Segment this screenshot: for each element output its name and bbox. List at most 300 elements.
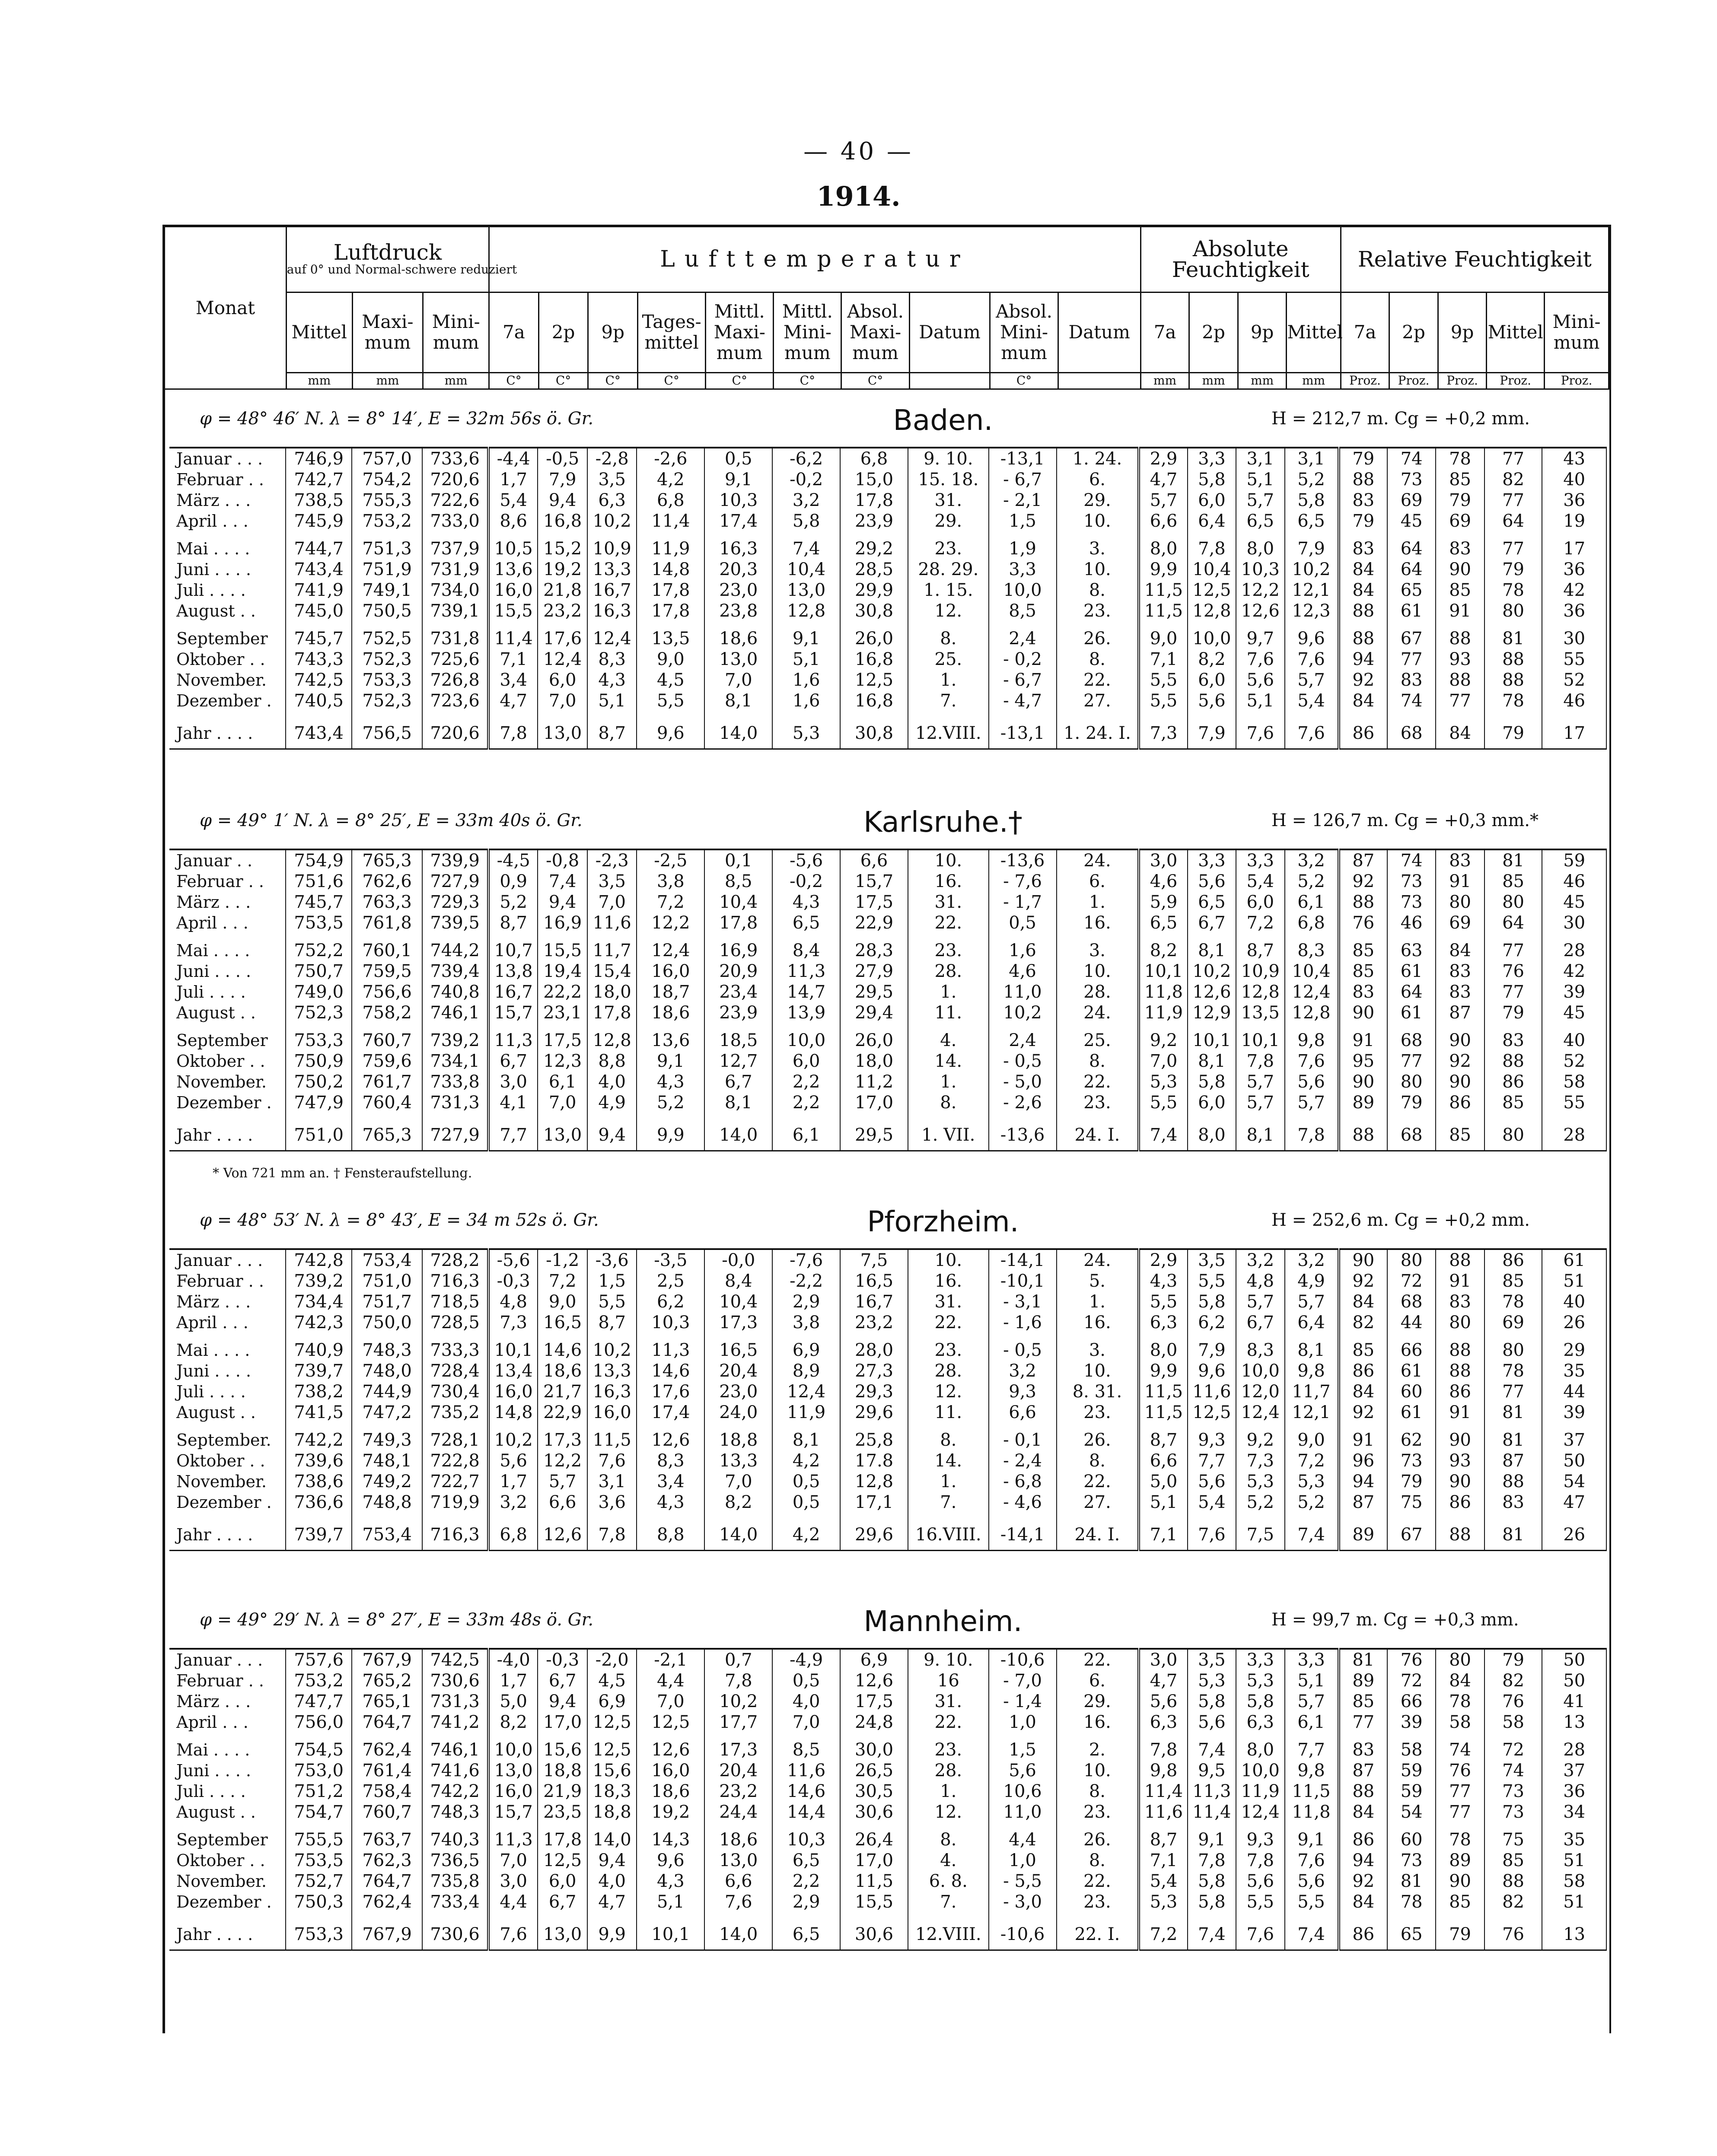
unit-proz: Proz. bbox=[1438, 372, 1487, 389]
data-cell: 18,8 bbox=[704, 1430, 772, 1450]
data-cell: 5,1 bbox=[587, 690, 637, 711]
data-cell: 5,5 bbox=[587, 1291, 637, 1312]
month-row bbox=[169, 649, 1606, 670]
month-label: August . . bbox=[169, 601, 286, 621]
data-cell: 746,9 bbox=[286, 448, 352, 469]
gap-cell bbox=[1339, 621, 1387, 628]
data-cell: 12,1 bbox=[1285, 1402, 1339, 1423]
month-row bbox=[169, 1739, 1606, 1760]
gap-cell bbox=[1188, 1023, 1236, 1030]
gap-cell bbox=[772, 1822, 840, 1829]
data-cell: 8,1 bbox=[1188, 940, 1236, 961]
data-cell: 13,5 bbox=[637, 628, 704, 649]
data-cell: 752,2 bbox=[286, 940, 352, 961]
data-cell: 3,2 bbox=[488, 1492, 538, 1513]
unit-c: C° bbox=[841, 372, 909, 389]
data-cell: 21,8 bbox=[538, 580, 587, 601]
data-cell: -4,5 bbox=[488, 849, 538, 871]
gap-cell bbox=[1285, 1423, 1339, 1430]
gap-cell bbox=[587, 933, 637, 940]
data-cell: 4,8 bbox=[1236, 1271, 1284, 1291]
data-cell: 7,4 bbox=[1188, 1919, 1236, 1950]
data-cell: 750,7 bbox=[286, 961, 352, 982]
data-cell: 87 bbox=[1484, 1450, 1542, 1471]
col-rel-mittel: Mittel bbox=[1487, 292, 1545, 372]
data-cell: 77 bbox=[1387, 1051, 1436, 1072]
data-cell: 7,0 bbox=[538, 690, 587, 711]
data-cell: 6,0 bbox=[1188, 1092, 1236, 1113]
row-gap bbox=[169, 1333, 1606, 1340]
gap-cell bbox=[1236, 621, 1284, 628]
data-cell: 5,2 bbox=[637, 1092, 704, 1113]
data-cell: 750,0 bbox=[352, 1312, 422, 1333]
data-cell: 7,2 bbox=[1236, 913, 1284, 933]
gap-cell bbox=[1285, 711, 1339, 718]
data-cell: 9. 10. bbox=[908, 448, 989, 469]
data-cell: 78 bbox=[1387, 1892, 1436, 1912]
data-cell: 736,6 bbox=[286, 1492, 352, 1513]
gap-cell bbox=[1236, 933, 1284, 940]
data-cell: 5,1 bbox=[1236, 690, 1284, 711]
data-cell: 39 bbox=[1542, 1402, 1606, 1423]
data-cell: 6,1 bbox=[1285, 892, 1339, 913]
luftdruck-title: Luftdruck bbox=[333, 240, 442, 265]
gap-cell bbox=[1236, 1912, 1284, 1919]
data-cell: 14. bbox=[908, 1450, 989, 1471]
data-cell: 63 bbox=[1387, 940, 1436, 961]
data-cell: 12,6 bbox=[538, 1520, 587, 1551]
data-cell: 78 bbox=[1484, 1361, 1542, 1381]
gap-cell bbox=[1139, 1023, 1187, 1030]
gap-cell bbox=[1542, 1912, 1606, 1919]
data-cell: 91 bbox=[1339, 1430, 1387, 1450]
gap-cell bbox=[422, 1023, 488, 1030]
gap-cell bbox=[840, 1733, 908, 1739]
data-cell: 728,5 bbox=[422, 1312, 488, 1333]
month-label: Dezember . bbox=[169, 1092, 286, 1113]
data-cell: 30 bbox=[1542, 628, 1606, 649]
gap-cell bbox=[772, 531, 840, 538]
data-cell: 74 bbox=[1387, 448, 1436, 469]
data-cell: 28. bbox=[908, 1760, 989, 1781]
data-cell: 9,6 bbox=[1285, 628, 1339, 649]
data-cell: 90 bbox=[1436, 1471, 1484, 1492]
data-cell: 80 bbox=[1387, 1249, 1436, 1271]
data-cell: 9,8 bbox=[1285, 1030, 1339, 1051]
data-cell: 5,6 bbox=[1285, 1072, 1339, 1092]
data-cell: 16,8 bbox=[538, 511, 587, 531]
data-cell: 22. I. bbox=[1057, 1919, 1139, 1950]
gap-cell bbox=[1188, 1513, 1236, 1520]
data-cell: 739,9 bbox=[422, 849, 488, 871]
gap-cell bbox=[1285, 1023, 1339, 1030]
data-cell: 7,6 bbox=[1285, 1051, 1339, 1072]
data-cell: 4,6 bbox=[1139, 871, 1187, 892]
gap-cell bbox=[704, 1733, 772, 1739]
data-cell: 69 bbox=[1387, 490, 1436, 511]
data-cell: 16.VIII. bbox=[908, 1520, 989, 1551]
month-label: November. bbox=[169, 1471, 286, 1492]
month-row bbox=[169, 670, 1606, 690]
data-cell: 18,0 bbox=[587, 982, 637, 1002]
gap-cell bbox=[1236, 711, 1284, 718]
data-cell: 9,5 bbox=[1188, 1760, 1236, 1781]
data-cell: 8,1 bbox=[1188, 1051, 1236, 1072]
data-cell: 744,7 bbox=[286, 538, 352, 559]
data-cell: -3,6 bbox=[587, 1249, 637, 1271]
data-cell: 8,2 bbox=[488, 1712, 538, 1733]
gap-cell bbox=[352, 1023, 422, 1030]
data-cell: 15,4 bbox=[587, 961, 637, 982]
data-cell: 5,8 bbox=[1285, 490, 1339, 511]
data-cell: - 6,7 bbox=[989, 670, 1057, 690]
row-gap bbox=[169, 531, 1606, 538]
data-cell: 27. bbox=[1057, 1492, 1139, 1513]
gap-cell bbox=[772, 1733, 840, 1739]
data-cell: 733,6 bbox=[422, 448, 488, 469]
data-cell: 8,5 bbox=[989, 601, 1057, 621]
data-cell: 5,6 bbox=[1139, 1691, 1187, 1712]
unit-c: C° bbox=[774, 372, 841, 389]
data-cell: 8,4 bbox=[772, 940, 840, 961]
data-cell: 5,6 bbox=[1236, 670, 1284, 690]
data-cell: -0,2 bbox=[772, 469, 840, 490]
data-cell: 7,6 bbox=[1285, 649, 1339, 670]
month-row bbox=[169, 1402, 1606, 1423]
data-cell: 0,1 bbox=[704, 849, 772, 871]
data-cell: 2,2 bbox=[772, 1092, 840, 1113]
data-cell: 29. bbox=[908, 511, 989, 531]
data-cell: 23,0 bbox=[704, 580, 772, 601]
data-cell: 11,5 bbox=[1139, 1402, 1187, 1423]
data-cell: - 1,6 bbox=[989, 1312, 1057, 1333]
data-cell: 6,1 bbox=[1285, 1712, 1339, 1733]
data-cell: -13,6 bbox=[989, 1120, 1057, 1151]
data-cell: 4,8 bbox=[488, 1291, 538, 1312]
data-cell: 7,9 bbox=[1188, 1340, 1236, 1361]
data-cell: 28,5 bbox=[840, 559, 908, 580]
data-cell: 727,9 bbox=[422, 1120, 488, 1151]
data-cell: 5,2 bbox=[488, 892, 538, 913]
station-height: H = 99,7 m. Cg = +0,3 mm. bbox=[1271, 1610, 1519, 1630]
data-cell: 5,7 bbox=[1285, 1691, 1339, 1712]
data-cell: 6. 8. bbox=[908, 1871, 989, 1892]
data-cell: 2,4 bbox=[989, 1030, 1057, 1051]
gap-cell bbox=[1236, 1822, 1284, 1829]
month-label: August . . bbox=[169, 1002, 286, 1023]
data-cell: 752,3 bbox=[352, 649, 422, 670]
data-cell: 6,7 bbox=[538, 1670, 587, 1691]
data-cell: 92 bbox=[1339, 1271, 1387, 1291]
month-label: Jahr . . . . bbox=[169, 1120, 286, 1151]
gap-cell bbox=[772, 1423, 840, 1430]
data-cell: 30,8 bbox=[840, 601, 908, 621]
data-cell: 24. I. bbox=[1057, 1520, 1139, 1551]
month-label: April . . . bbox=[169, 1712, 286, 1733]
data-cell: 716,3 bbox=[422, 1520, 488, 1551]
data-cell: 8. bbox=[1057, 1450, 1139, 1471]
month-label: April . . . bbox=[169, 1312, 286, 1333]
data-cell: 8,5 bbox=[704, 871, 772, 892]
data-cell: 81 bbox=[1484, 628, 1542, 649]
data-cell: 23,0 bbox=[704, 1381, 772, 1402]
data-cell: 7. bbox=[908, 690, 989, 711]
data-cell: 7,8 bbox=[1236, 1850, 1284, 1871]
data-cell: 83 bbox=[1484, 1492, 1542, 1513]
gap-cell bbox=[1188, 1912, 1236, 1919]
gap-cell bbox=[704, 531, 772, 538]
gap-cell bbox=[1387, 1113, 1436, 1120]
station-coordinates: φ = 49° 29′ N. λ = 8° 27′, E = 33m 48s ö. Gr. bbox=[200, 1610, 594, 1630]
data-cell: 67 bbox=[1387, 628, 1436, 649]
unit-proz: Proz. bbox=[1389, 372, 1438, 389]
data-cell: 739,7 bbox=[286, 1361, 352, 1381]
gap-cell bbox=[538, 621, 587, 628]
data-cell: 83 bbox=[1339, 982, 1387, 1002]
data-cell: 95 bbox=[1339, 1051, 1387, 1072]
data-cell: 13 bbox=[1542, 1712, 1606, 1733]
data-cell: 753,2 bbox=[352, 511, 422, 531]
data-cell: -10,6 bbox=[989, 1649, 1057, 1670]
data-cell: 11,6 bbox=[587, 913, 637, 933]
data-cell: 88 bbox=[1339, 469, 1387, 490]
data-cell: 6,0 bbox=[1188, 490, 1236, 511]
data-cell: 17,5 bbox=[840, 1691, 908, 1712]
data-cell: 22. bbox=[1057, 1649, 1139, 1670]
data-cell: 10,2 bbox=[704, 1691, 772, 1712]
month-row bbox=[169, 1691, 1606, 1712]
unit-mm: mm bbox=[423, 372, 489, 389]
gap-cell bbox=[587, 1423, 637, 1430]
data-cell: 5,1 bbox=[772, 649, 840, 670]
data-cell: 34 bbox=[1542, 1802, 1606, 1822]
data-cell: 723,6 bbox=[422, 690, 488, 711]
data-cell: 11,6 bbox=[1139, 1802, 1187, 1822]
data-cell: 11,6 bbox=[1188, 1381, 1236, 1402]
month-label: September bbox=[169, 628, 286, 649]
gap-cell bbox=[1387, 621, 1436, 628]
gap-cell bbox=[1139, 1733, 1187, 1739]
data-cell: 7,6 bbox=[704, 1892, 772, 1912]
data-cell: 5,6 bbox=[1188, 871, 1236, 892]
data-cell: 24. I. bbox=[1057, 1120, 1139, 1151]
gap-cell bbox=[908, 1333, 989, 1340]
data-cell: 23. bbox=[1057, 601, 1139, 621]
gap-cell bbox=[772, 1513, 840, 1520]
month-label: August . . bbox=[169, 1802, 286, 1822]
data-cell: 7,8 bbox=[1236, 1051, 1284, 1072]
gap-cell bbox=[422, 711, 488, 718]
station-coordinates: φ = 48° 46′ N. λ = 8° 14′, E = 32m 56s ö. Gr. bbox=[200, 409, 594, 429]
data-cell: 752,5 bbox=[352, 628, 422, 649]
data-cell: 50 bbox=[1542, 1450, 1606, 1471]
gap-cell bbox=[704, 1423, 772, 1430]
month-label: Mai . . . . bbox=[169, 1739, 286, 1760]
data-cell: 6,0 bbox=[538, 670, 587, 690]
month-row bbox=[169, 1829, 1606, 1850]
data-cell: 74 bbox=[1484, 1760, 1542, 1781]
data-cell: 78 bbox=[1436, 448, 1484, 469]
data-cell: 73 bbox=[1387, 469, 1436, 490]
data-cell: 30,6 bbox=[840, 1802, 908, 1822]
col-tagesmittel: Tages-mittel bbox=[638, 292, 706, 372]
gap-cell bbox=[1387, 711, 1436, 718]
data-cell: 8,4 bbox=[704, 1271, 772, 1291]
data-cell: 8. bbox=[1057, 649, 1139, 670]
gap-cell bbox=[1339, 1023, 1387, 1030]
data-cell: 58 bbox=[1542, 1072, 1606, 1092]
month-row bbox=[169, 1072, 1606, 1092]
data-cell: 6,8 bbox=[488, 1520, 538, 1551]
data-cell: 12,4 bbox=[538, 649, 587, 670]
data-cell: - 3,0 bbox=[989, 1892, 1057, 1912]
data-cell: 10,6 bbox=[989, 1781, 1057, 1802]
data-cell: 7,0 bbox=[587, 892, 637, 913]
data-cell: 3. bbox=[1057, 940, 1139, 961]
data-cell: 1,6 bbox=[989, 940, 1057, 961]
gap-cell bbox=[840, 1113, 908, 1120]
data-cell: 8,3 bbox=[1236, 1340, 1284, 1361]
data-cell: 751,2 bbox=[286, 1781, 352, 1802]
data-cell: 59 bbox=[1542, 849, 1606, 871]
data-cell: 5,3 bbox=[1188, 1670, 1236, 1691]
data-cell: 11,3 bbox=[488, 1829, 538, 1850]
data-cell: 733,8 bbox=[422, 1072, 488, 1092]
data-cell: 17,5 bbox=[538, 1030, 587, 1051]
data-cell: 75 bbox=[1387, 1492, 1436, 1513]
data-cell: 88 bbox=[1484, 1051, 1542, 1072]
data-cell: 66 bbox=[1387, 1691, 1436, 1712]
gap-cell bbox=[1436, 1333, 1484, 1340]
gap-cell bbox=[1387, 1912, 1436, 1919]
data-cell: 76 bbox=[1484, 1919, 1542, 1950]
data-cell: 88 bbox=[1339, 1781, 1387, 1802]
data-cell: 81 bbox=[1484, 849, 1542, 871]
unit-proz: Proz. bbox=[1545, 372, 1609, 389]
gap-cell bbox=[169, 1023, 286, 1030]
data-cell: 5,6 bbox=[1188, 1712, 1236, 1733]
gap-cell bbox=[587, 711, 637, 718]
data-cell: 739,2 bbox=[422, 1030, 488, 1051]
data-cell: 9,8 bbox=[1285, 1760, 1339, 1781]
data-cell: 89 bbox=[1339, 1520, 1387, 1551]
data-cell: 17,8 bbox=[704, 913, 772, 933]
data-cell: 10,0 bbox=[1236, 1760, 1284, 1781]
data-cell: 12,4 bbox=[1236, 1402, 1284, 1423]
gap-cell bbox=[538, 1023, 587, 1030]
station-name: Pforzheim. bbox=[867, 1205, 1019, 1238]
data-cell: 21,9 bbox=[538, 1781, 587, 1802]
month-row bbox=[169, 1249, 1606, 1271]
data-cell: 23,2 bbox=[538, 601, 587, 621]
header-abs-feuchtigkeit: Absolute Feuchtigkeit bbox=[1140, 227, 1341, 292]
data-cell: 23. bbox=[1057, 1402, 1139, 1423]
data-cell: 12,8 bbox=[840, 1471, 908, 1492]
gap-cell bbox=[286, 1023, 352, 1030]
data-cell: 13,3 bbox=[704, 1450, 772, 1471]
data-cell: 742,2 bbox=[286, 1430, 352, 1450]
gap-cell bbox=[587, 1733, 637, 1739]
data-cell: 26,0 bbox=[840, 1030, 908, 1051]
gap-cell bbox=[169, 621, 286, 628]
data-cell: - 3,1 bbox=[989, 1291, 1057, 1312]
data-cell: 6,3 bbox=[1139, 1312, 1187, 1333]
data-cell: 29. bbox=[1057, 490, 1139, 511]
data-cell: 16,0 bbox=[587, 1402, 637, 1423]
gap-cell bbox=[772, 933, 840, 940]
gap-cell bbox=[908, 621, 989, 628]
data-cell: 739,2 bbox=[286, 1271, 352, 1291]
gap-cell bbox=[989, 1912, 1057, 1919]
data-cell: 12,1 bbox=[1285, 580, 1339, 601]
data-cell: 753,0 bbox=[286, 1760, 352, 1781]
unit-c: C° bbox=[538, 372, 588, 389]
data-cell: 11,5 bbox=[1139, 580, 1187, 601]
data-cell: 744,2 bbox=[422, 940, 488, 961]
data-cell: 5,1 bbox=[1285, 1670, 1339, 1691]
data-cell: 77 bbox=[1484, 538, 1542, 559]
data-cell: 17,0 bbox=[840, 1850, 908, 1871]
data-cell: 36 bbox=[1542, 490, 1606, 511]
data-cell: 90 bbox=[1436, 1871, 1484, 1892]
data-cell: 7,8 bbox=[1139, 1739, 1187, 1760]
data-cell: 1. bbox=[908, 1781, 989, 1802]
col-minimum: Mini-mum bbox=[423, 292, 489, 372]
month-label: November. bbox=[169, 1871, 286, 1892]
gap-cell bbox=[1339, 531, 1387, 538]
unit-empty bbox=[1058, 372, 1140, 389]
data-cell: 11. bbox=[908, 1002, 989, 1023]
data-cell: 3,1 bbox=[1285, 448, 1339, 469]
gap-cell bbox=[989, 933, 1057, 940]
data-cell: 92 bbox=[1436, 1051, 1484, 1072]
gap-cell bbox=[352, 1822, 422, 1829]
data-cell: 9,0 bbox=[538, 1291, 587, 1312]
data-cell: 10,0 bbox=[989, 580, 1057, 601]
col-t2p: 2p bbox=[538, 292, 588, 372]
gap-cell bbox=[1436, 531, 1484, 538]
data-cell: 762,4 bbox=[352, 1892, 422, 1912]
data-cell: 86 bbox=[1436, 1492, 1484, 1513]
data-cell: 5,4 bbox=[1188, 1492, 1236, 1513]
gap-cell bbox=[840, 1822, 908, 1829]
data-cell: 12,2 bbox=[1236, 580, 1284, 601]
data-cell: 88 bbox=[1484, 1471, 1542, 1492]
data-cell: 88 bbox=[1436, 1340, 1484, 1361]
data-cell: 44 bbox=[1387, 1312, 1436, 1333]
data-cell: 83 bbox=[1436, 961, 1484, 982]
gap-cell bbox=[704, 1333, 772, 1340]
month-row bbox=[169, 1850, 1606, 1871]
data-cell: 80 bbox=[1484, 892, 1542, 913]
gap-cell bbox=[1285, 933, 1339, 940]
data-cell: 80 bbox=[1484, 1340, 1542, 1361]
unit-proz: Proz. bbox=[1341, 372, 1389, 389]
station-height: H = 126,7 m. Cg = +0,3 mm.* bbox=[1271, 811, 1539, 830]
data-cell: 4,5 bbox=[637, 670, 704, 690]
data-cell: 10,5 bbox=[488, 538, 538, 559]
data-cell: 79 bbox=[1436, 490, 1484, 511]
gap-cell bbox=[840, 621, 908, 628]
data-cell: 85 bbox=[1484, 1850, 1542, 1871]
gap-cell bbox=[704, 1822, 772, 1829]
data-cell: 23,2 bbox=[704, 1781, 772, 1802]
station-heading bbox=[165, 400, 1609, 439]
data-cell: 7,0 bbox=[704, 670, 772, 690]
data-cell: 10,2 bbox=[1188, 961, 1236, 982]
data-cell: 9,6 bbox=[637, 718, 704, 749]
data-cell: 76 bbox=[1484, 1691, 1542, 1712]
